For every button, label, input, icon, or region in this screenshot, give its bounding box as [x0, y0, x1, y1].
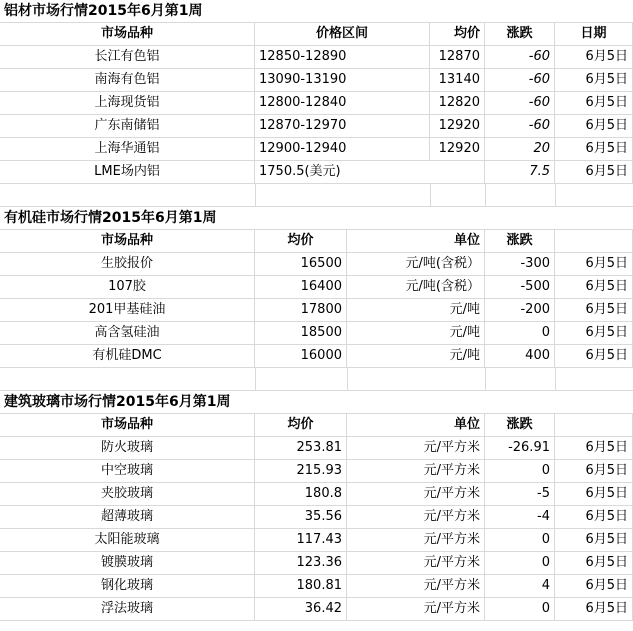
table-cell[interactable]: 元/吨 [347, 322, 485, 345]
table-cell[interactable]: 0 [485, 552, 555, 575]
table-cell[interactable]: 元/平方米 [347, 437, 485, 460]
table-cell[interactable]: 12850-12890 [255, 46, 430, 69]
glass-header-row [0, 414, 633, 437]
table-cell[interactable]: 13140 [430, 69, 485, 92]
table-cell[interactable]: 超薄玻璃 [0, 506, 255, 529]
table-cell[interactable]: 0 [485, 598, 555, 621]
table-row [0, 437, 633, 460]
table-cell[interactable]: 6月5日 [555, 92, 633, 115]
aluminum-header-cell[interactable]: 日期 [555, 23, 633, 46]
table-cell[interactable]: -200 [485, 299, 555, 322]
spacer-row [0, 184, 633, 207]
table-row [0, 483, 633, 506]
table-cell[interactable]: 6月5日 [555, 529, 633, 552]
table-row [0, 460, 633, 483]
table-row [0, 552, 633, 575]
table-cell[interactable]: 6月5日 [555, 115, 633, 138]
table-cell[interactable]: 广东南储铝 [0, 115, 255, 138]
table-cell[interactable]: 17800 [255, 299, 347, 322]
silicone-header-cell[interactable]: 市场品种 [0, 230, 255, 253]
table-cell[interactable]: 6月5日 [555, 345, 633, 368]
spacer-row [0, 368, 633, 391]
table-cell[interactable]: 16000 [255, 345, 347, 368]
aluminum-header-cell[interactable]: 价格区间 [255, 23, 430, 46]
glass-title[interactable]: 建筑玻璃市场行情2015年6月第1周 [0, 391, 633, 414]
glass-header-cell[interactable]: 涨跌 [485, 414, 555, 437]
table-cell[interactable]: 南海有色铝 [0, 69, 255, 92]
aluminum-title-row [0, 0, 633, 23]
table-row [0, 253, 633, 276]
table-cell[interactable]: 107胶 [0, 276, 255, 299]
table-cell[interactable]: 13090-13190 [255, 69, 430, 92]
aluminum-header-cell[interactable]: 均价 [430, 23, 485, 46]
table-cell[interactable]: 高含氢硅油 [0, 322, 255, 345]
glass-title-row [0, 391, 633, 414]
silicone-header-cell[interactable] [555, 230, 633, 253]
table-cell[interactable]: 6月5日 [555, 598, 633, 621]
table-cell[interactable]: 中空玻璃 [0, 460, 255, 483]
table-cell[interactable]: 180.81 [255, 575, 347, 598]
table-cell[interactable]: 钢化玻璃 [0, 575, 255, 598]
table-cell[interactable]: 12820 [430, 92, 485, 115]
table-cell[interactable]: -26.91 [485, 437, 555, 460]
table-cell[interactable]: 6月5日 [555, 69, 633, 92]
table-row [0, 115, 633, 138]
table-cell[interactable]: 6月5日 [555, 575, 633, 598]
table-row [0, 575, 633, 598]
table-cell[interactable]: -300 [485, 253, 555, 276]
table-cell[interactable]: 7.5 [485, 161, 555, 184]
table-cell[interactable]: 215.93 [255, 460, 347, 483]
glass-header-cell[interactable]: 均价 [255, 414, 347, 437]
table-cell[interactable]: 6月5日 [555, 46, 633, 69]
table-cell[interactable]: 防火玻璃 [0, 437, 255, 460]
silicone-header-cell[interactable]: 单位 [347, 230, 485, 253]
table-cell[interactable]: 117.43 [255, 529, 347, 552]
aluminum-header-cell[interactable]: 市场品种 [0, 23, 255, 46]
table-cell[interactable]: 6月5日 [555, 460, 633, 483]
table-cell[interactable]: 元/吨(含税） [347, 276, 485, 299]
table-cell[interactable]: -60 [485, 92, 555, 115]
table-cell[interactable]: 6月5日 [555, 299, 633, 322]
table-cell[interactable]: 16400 [255, 276, 347, 299]
table-cell[interactable]: 长江有色铝 [0, 46, 255, 69]
table-cell[interactable]: 12800-12840 [255, 92, 430, 115]
table-row [0, 529, 633, 552]
table-row [0, 161, 633, 184]
table-row [0, 299, 633, 322]
table-row [0, 598, 633, 621]
table-cell[interactable]: -4 [485, 506, 555, 529]
table-cell[interactable]: 元/平方米 [347, 529, 485, 552]
table-row [0, 345, 633, 368]
table-cell[interactable]: 20 [485, 138, 555, 161]
aluminum-header-row [0, 23, 633, 46]
silicone-title[interactable]: 有机硅市场行情2015年6月第1周 [0, 207, 633, 230]
table-cell[interactable]: 6月5日 [555, 276, 633, 299]
table-cell[interactable]: 生胶报价 [0, 253, 255, 276]
table-cell[interactable]: 6月5日 [555, 506, 633, 529]
table-cell[interactable]: -500 [485, 276, 555, 299]
table-row [0, 92, 633, 115]
table-cell[interactable]: 123.36 [255, 552, 347, 575]
table-cell[interactable]: 元/平方米 [347, 460, 485, 483]
table-cell[interactable]: 元/吨 [347, 299, 485, 322]
silicone-header-cell[interactable]: 涨跌 [485, 230, 555, 253]
table-cell[interactable]: 6月5日 [555, 483, 633, 506]
table-cell[interactable]: -60 [485, 69, 555, 92]
table-cell[interactable]: 元/平方米 [347, 598, 485, 621]
table-cell[interactable]: -60 [485, 115, 555, 138]
glass-header-cell[interactable]: 单位 [347, 414, 485, 437]
table-cell[interactable]: 6月5日 [555, 253, 633, 276]
table-cell[interactable]: 12920 [430, 115, 485, 138]
table-cell[interactable]: 18500 [255, 322, 347, 345]
glass-header-cell[interactable]: 市场品种 [0, 414, 255, 437]
table-cell[interactable]: 有机硅DMC [0, 345, 255, 368]
table-row [0, 276, 633, 299]
table-cell[interactable]: 201甲基硅油 [0, 299, 255, 322]
table-cell[interactable]: 12870 [430, 46, 485, 69]
table-cell[interactable]: 元/吨(含税） [347, 253, 485, 276]
silicone-header-row [0, 230, 633, 253]
table-row [0, 46, 633, 69]
table-cell[interactable]: 元/吨 [347, 345, 485, 368]
table-cell[interactable]: 上海华通铝 [0, 138, 255, 161]
table-cell[interactable]: 镀膜玻璃 [0, 552, 255, 575]
table-cell[interactable]: 元/平方米 [347, 552, 485, 575]
table-cell[interactable]: 元/平方米 [347, 506, 485, 529]
table-cell[interactable]: 6月5日 [555, 161, 633, 184]
table-cell[interactable]: 6月5日 [555, 322, 633, 345]
table-cell[interactable]: 180.8 [255, 483, 347, 506]
aluminum-header-cell[interactable]: 涨跌 [485, 23, 555, 46]
table-cell[interactable]: 16500 [255, 253, 347, 276]
table-row [0, 506, 633, 529]
table-cell[interactable]: 元/平方米 [347, 483, 485, 506]
glass-header-cell[interactable] [555, 414, 633, 437]
silicone-header-cell[interactable]: 均价 [255, 230, 347, 253]
table-cell[interactable]: 12900-12940 [255, 138, 430, 161]
table-cell[interactable]: -5 [485, 483, 555, 506]
table-cell[interactable]: 12920 [430, 138, 485, 161]
table-cell[interactable]: 0 [485, 460, 555, 483]
table-cell[interactable]: 400 [485, 345, 555, 368]
table-cell[interactable]: 0 [485, 322, 555, 345]
table-cell[interactable]: 6月5日 [555, 552, 633, 575]
aluminum-title[interactable]: 铝材市场行情2015年6月第1周 [0, 0, 633, 23]
table-cell[interactable]: 253.81 [255, 437, 347, 460]
table-cell[interactable]: 12870-12970 [255, 115, 430, 138]
table-row [0, 69, 633, 92]
table-cell[interactable]: 夹胶玻璃 [0, 483, 255, 506]
table-row [0, 322, 633, 345]
table-cell[interactable]: 元/平方米 [347, 575, 485, 598]
table-cell[interactable]: 0 [485, 529, 555, 552]
table-row [0, 138, 633, 161]
table-cell[interactable]: LME场内铝 [0, 161, 255, 184]
table-cell[interactable]: 浮法玻璃 [0, 598, 255, 621]
silicone-title-row [0, 207, 633, 230]
table-cell[interactable]: 35.56 [255, 506, 347, 529]
table-cell[interactable]: 36.42 [255, 598, 347, 621]
table-cell[interactable]: 太阳能玻璃 [0, 529, 255, 552]
table-cell[interactable]: 1750.5(美元) [255, 161, 485, 184]
table-cell[interactable]: 6月5日 [555, 138, 633, 161]
table-cell[interactable]: -60 [485, 46, 555, 69]
table-cell[interactable]: 上海现货铝 [0, 92, 255, 115]
table-cell[interactable]: 6月5日 [555, 437, 633, 460]
table-cell[interactable]: 4 [485, 575, 555, 598]
